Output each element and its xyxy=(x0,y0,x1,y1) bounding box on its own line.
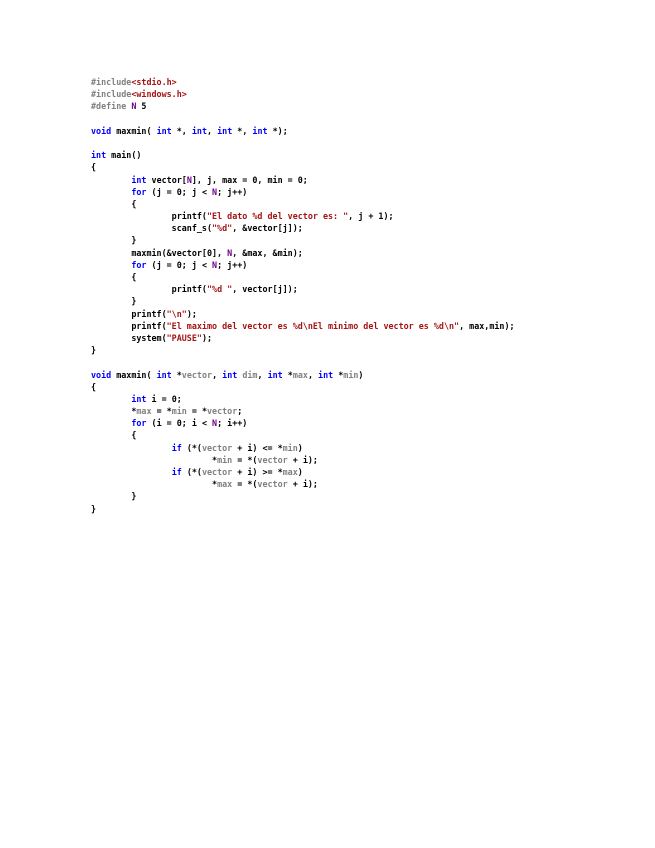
keyword-token: int xyxy=(156,369,172,380)
code-line xyxy=(91,174,515,186)
code-line xyxy=(91,417,515,429)
code-token: ; i++) xyxy=(217,418,248,429)
parameter-token: vector xyxy=(201,467,233,477)
code-token: } xyxy=(91,296,137,307)
keyword-token: if xyxy=(171,442,182,453)
preprocessor-token: #include xyxy=(91,77,132,87)
code-token xyxy=(91,187,131,197)
macro-token: N xyxy=(186,174,192,185)
code-line xyxy=(91,381,515,393)
code-token: ) xyxy=(297,442,303,453)
code-line xyxy=(91,369,515,381)
code-token: ; j++) xyxy=(217,186,248,197)
code-line xyxy=(91,283,515,295)
code-line xyxy=(91,88,515,100)
code-token: + i) >= * xyxy=(232,467,283,477)
code-token: vector[ xyxy=(146,174,187,185)
code-token: (*( xyxy=(181,442,202,453)
code-line xyxy=(91,429,515,441)
code-line xyxy=(91,466,515,478)
code-line xyxy=(91,210,515,222)
code-token: printf( xyxy=(91,211,207,222)
code-token xyxy=(91,443,172,453)
keyword-token: if xyxy=(171,467,182,477)
code-token xyxy=(91,175,131,185)
code-line xyxy=(91,332,515,344)
blank-line xyxy=(91,137,515,149)
code-token: } xyxy=(91,491,137,502)
keyword-token: int xyxy=(252,125,268,136)
code-token xyxy=(91,260,131,270)
string-token: "\n" xyxy=(166,308,187,319)
parameter-token: min xyxy=(282,442,298,453)
code-token: * xyxy=(91,406,137,417)
keyword-token: int xyxy=(91,150,107,161)
code-token: main() xyxy=(106,150,142,161)
code-token: maxmin(&vector[0], xyxy=(91,247,228,258)
keyword-token: int xyxy=(131,174,147,185)
code-token: = * xyxy=(151,406,172,417)
code-token: ; j++) xyxy=(217,259,248,270)
macro-token: N xyxy=(131,101,137,112)
code-token: ); xyxy=(186,308,197,319)
parameter-token: dim xyxy=(242,369,258,380)
keyword-token: int xyxy=(318,369,334,380)
code-line xyxy=(91,234,515,246)
string-token: "PAUSE" xyxy=(166,332,202,343)
code-token: maxmin( xyxy=(111,369,157,380)
string-token: "El maximo del vector es %d\nEl minimo del vector es %d\n" xyxy=(166,320,460,331)
code-token: , xyxy=(212,369,223,380)
code-token: { xyxy=(91,272,137,282)
code-line xyxy=(91,490,515,502)
code-token: 5 xyxy=(136,101,147,112)
code-token: , j + 1); xyxy=(348,211,394,222)
string-token: "%d " xyxy=(206,284,233,295)
string-token: "%d" xyxy=(212,223,233,234)
code-token: (j = 0; j < xyxy=(146,259,213,270)
code-line xyxy=(91,100,515,112)
code-token: , vector[j]); xyxy=(232,284,298,295)
code-token: + i); xyxy=(287,454,318,465)
code-token: * xyxy=(171,369,182,380)
macro-token: N xyxy=(212,418,218,429)
parameter-token: min xyxy=(171,406,187,417)
blank-line xyxy=(91,356,515,368)
macro-token: N xyxy=(227,247,233,258)
code-token: + i); xyxy=(287,479,318,490)
macro-token: N xyxy=(212,259,218,270)
code-line xyxy=(91,186,515,198)
code-token xyxy=(91,467,172,477)
macro-token: N xyxy=(212,186,218,197)
code-token: , xyxy=(307,369,319,380)
code-token: (i = 0; i < xyxy=(146,418,213,429)
code-line xyxy=(91,344,515,356)
preprocessor-token: #define xyxy=(91,101,132,112)
string-token: <windows.h> xyxy=(131,89,187,100)
code-line xyxy=(91,308,515,320)
code-token: printf( xyxy=(91,308,167,319)
code-line xyxy=(91,442,515,454)
keyword-token: int xyxy=(217,125,233,136)
code-token: , &max, &min); xyxy=(232,247,303,258)
code-token: * xyxy=(91,454,218,465)
parameter-token: vector xyxy=(181,369,213,380)
code-line xyxy=(91,222,515,234)
code-token: maxmin( xyxy=(111,125,157,136)
code-token: { xyxy=(91,162,97,173)
keyword-token: for xyxy=(131,259,147,270)
keyword-token: void xyxy=(91,369,112,380)
code-line xyxy=(91,503,515,515)
parameter-token: vector xyxy=(257,454,288,465)
code-token: , xyxy=(257,369,268,380)
code-token: scanf_s( xyxy=(91,223,213,234)
code-token: , &vector[j]); xyxy=(232,223,303,234)
parameter-token: min xyxy=(343,369,359,380)
parameter-token: max xyxy=(136,406,152,417)
string-token: <stdio.h> xyxy=(131,77,177,87)
code-token: ) xyxy=(297,467,303,477)
code-line xyxy=(91,320,515,332)
parameter-token: vector xyxy=(257,479,288,490)
code-line xyxy=(91,405,515,417)
code-token: printf( xyxy=(91,284,207,295)
keyword-token: int xyxy=(222,369,238,380)
code-token: * xyxy=(333,369,344,380)
code-line xyxy=(91,259,515,271)
preprocessor-token: #include xyxy=(91,89,132,100)
code-token: , max,min); xyxy=(459,320,515,331)
keyword-token: for xyxy=(131,186,147,197)
code-token: = *( xyxy=(232,479,258,490)
code-token: ) xyxy=(358,369,364,380)
keyword-token: for xyxy=(131,418,147,429)
code-line xyxy=(91,198,515,210)
code-token: (*( xyxy=(181,467,202,477)
code-listing xyxy=(91,76,515,515)
keyword-token: int xyxy=(267,369,283,380)
code-token: , xyxy=(207,125,218,136)
code-token: *, xyxy=(232,125,253,136)
code-line xyxy=(91,161,515,173)
code-token: i = 0; xyxy=(146,393,182,404)
keyword-token: int xyxy=(191,125,208,136)
code-line xyxy=(91,454,515,466)
code-token: + i) <= * xyxy=(232,442,283,453)
code-token: (j = 0; j < xyxy=(146,186,213,197)
code-token: printf( xyxy=(91,320,167,331)
code-line xyxy=(91,393,515,405)
code-token: = *( xyxy=(232,454,258,465)
keyword-token: void xyxy=(91,125,112,136)
code-token: } xyxy=(91,345,97,356)
blank-line xyxy=(91,113,515,125)
code-line xyxy=(91,295,515,307)
code-token: * xyxy=(91,479,218,490)
code-token: { xyxy=(91,198,137,209)
code-line xyxy=(91,125,515,137)
code-token: } xyxy=(91,235,137,246)
code-token: * xyxy=(282,369,293,380)
code-line xyxy=(91,271,515,283)
parameter-token: max xyxy=(282,467,298,477)
code-token: { xyxy=(91,430,137,441)
code-token: ], j, max = 0, min = 0; xyxy=(191,174,308,185)
code-line xyxy=(91,149,515,161)
keyword-token: int xyxy=(131,393,147,404)
code-token: ); xyxy=(201,332,213,343)
code-token: = * xyxy=(186,406,208,417)
string-token: "El dato %d del vector es: " xyxy=(206,211,349,222)
code-token: system( xyxy=(91,332,167,343)
keyword-token: int xyxy=(156,125,172,136)
parameter-token: max xyxy=(292,369,308,380)
code-line xyxy=(91,247,515,259)
parameter-token: vector xyxy=(201,442,233,453)
code-token: *); xyxy=(267,125,288,136)
code-token: } xyxy=(91,503,97,514)
code-token xyxy=(91,418,131,428)
code-line xyxy=(91,76,515,88)
parameter-token: min xyxy=(217,454,233,465)
code-line xyxy=(91,478,515,490)
code-token: *, xyxy=(171,125,192,136)
parameter-token: vector xyxy=(207,406,238,417)
code-token: { xyxy=(91,381,97,392)
parameter-token: max xyxy=(217,479,233,490)
code-token: ; xyxy=(237,406,243,417)
code-token xyxy=(91,394,131,404)
